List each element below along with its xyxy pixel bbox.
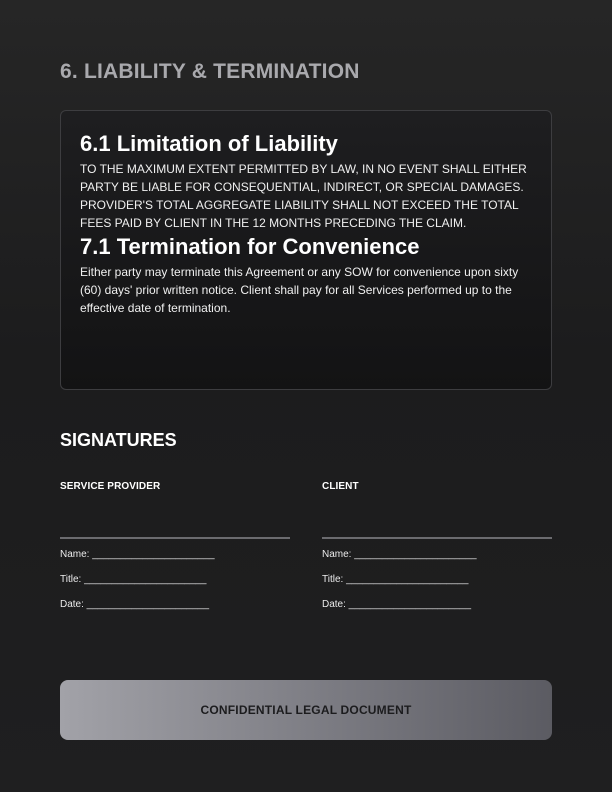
clause-box (60, 110, 552, 390)
signatures-heading: SIGNATURES (60, 430, 177, 450)
footer-text: CONFIDENTIAL LEGAL DOCUMENT (200, 703, 412, 717)
clause-body-liability: TO THE MAXIMUM EXTENT PERMITTED BY LAW, IN NO EVENT SHALL EITHER PARTY BE LIABLE FOR CONSEQUENTIAL, INDIRECT, OR SPECIAL DAMAGES. PROVIDER'S TOTAL AGGREGATE LIABILITY SHALL NOT EXCEED THE TOTAL FEES PAID BY CLIENT IN THE 12 MONTHS PRECEDING THE CLAIM. (80, 162, 527, 230)
name-field-client[interactable]: Name: ______________________ (322, 549, 477, 560)
clause-title-termination: 7.1 Termination for Convenience (80, 234, 420, 259)
date-field-client[interactable]: Date: ______________________ (322, 599, 472, 610)
party-label-provider: SERVICE PROVIDER (60, 481, 161, 492)
signature-block-client (322, 481, 553, 623)
date-field-provider[interactable]: Date: ______________________ (60, 599, 210, 610)
section-heading: 6. LIABILITY & TERMINATION (60, 60, 360, 83)
signature-line-client[interactable] (322, 537, 552, 539)
confidential-footer-bar (60, 680, 552, 740)
party-label-client: CLIENT (322, 481, 359, 492)
clause-title-liability: 6.1 Limitation of Liability (80, 131, 338, 156)
title-field-provider[interactable]: Title: ______________________ (60, 574, 207, 585)
signature-block-provider (60, 481, 291, 623)
name-field-provider[interactable]: Name: ______________________ (60, 549, 215, 560)
title-field-client[interactable]: Title: ______________________ (322, 574, 469, 585)
signature-line-provider[interactable] (60, 537, 290, 539)
clause-body-termination: Either party may terminate this Agreement or any SOW for convenience upon sixty (60) days' prior written notice. Client shall pay for all Services performed up to the effective date of termination. (80, 265, 519, 315)
